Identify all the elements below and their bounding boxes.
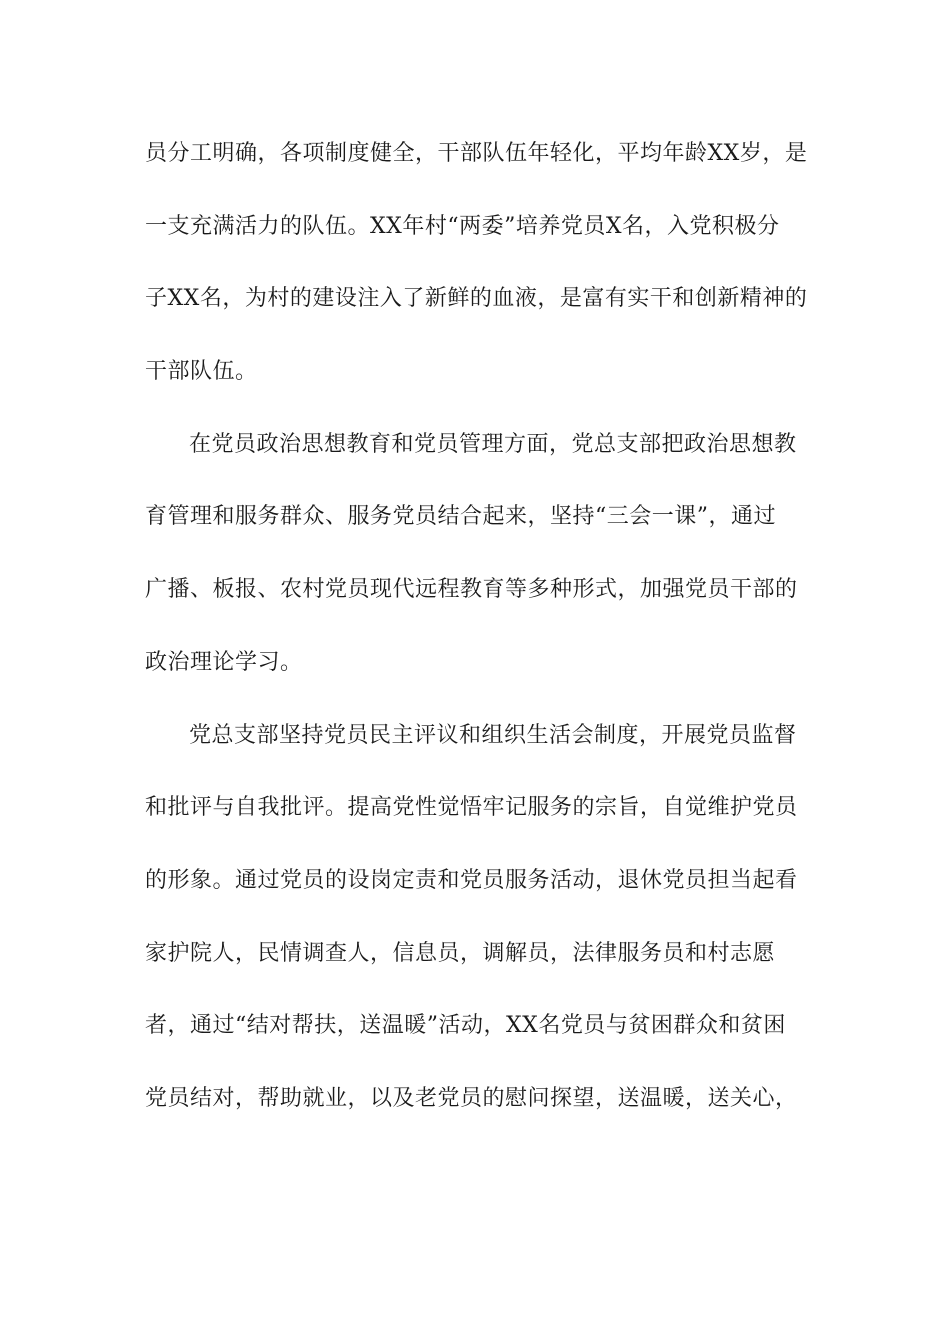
text-line: 育管理和服务群众、服务党员结合起来，坚持“三会一课”，通过 [145, 504, 776, 530]
text-line: 的形象。通过党员的设岗定责和党员服务活动，退休党员担当起看 [145, 867, 798, 893]
text-line: 干部队伍。 [145, 359, 258, 385]
text-line: 家护院人，民情调查人，信息员，调解员，法律服务员和村志愿 [145, 940, 776, 966]
text-line: 子XX名，为村的建设注入了新鲜的血液，是富有实干和创新精神的 [145, 286, 808, 312]
text-line: 党员结对，帮助就业，以及老党员的慰问探望，送温暖，送关心， [145, 1085, 798, 1111]
text-line: 政治理论学习。 [145, 649, 303, 675]
paragraph-start-line: 党总支部坚持党员民主评议和组织生活会制度，开展党员监督 [189, 722, 797, 748]
text-line: 员分工明确，各项制度健全，干部队伍年轻化，平均年龄XX岁，是 [145, 141, 808, 166]
document-body [145, 130, 810, 1148]
text-line: 一支充满活力的队伍。XX年村“两委”培养党员X名，入党积极分 [145, 213, 780, 239]
text-line: 广播、板报、农村党员现代远程教育等多种形式，加强党员干部的 [145, 577, 798, 603]
paragraph-start-line: 在党员政治思想教育和党员管理方面，党总支部把政治思想教 [189, 431, 797, 457]
text-line: 和批评与自我批评。提高党性觉悟牢记服务的宗旨，自觉维护党员 [145, 795, 798, 821]
text-line: 者，通过“结对帮扶，送温暖”活动，XX名党员与贫困群众和贫困 [145, 1013, 786, 1039]
